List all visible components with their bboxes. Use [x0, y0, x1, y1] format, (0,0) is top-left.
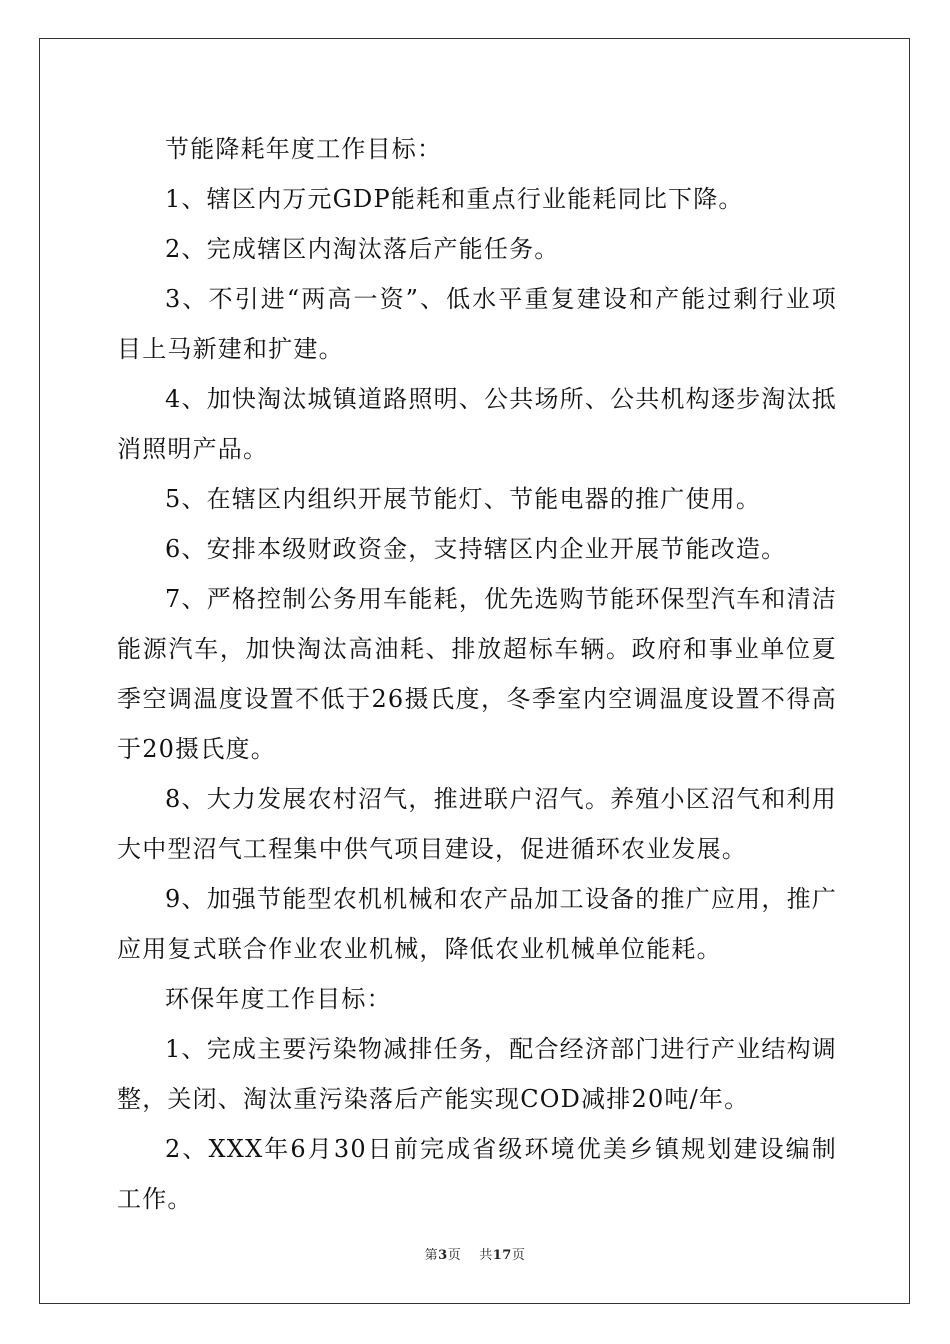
- page-prefix: 第: [424, 1248, 439, 1263]
- total-prefix: 共: [479, 1248, 493, 1263]
- paragraph-item: 8、大力发展农村沼气，推进联户沼气。养殖小区沼气和利用大中型沼气工程集中供气项目建设，促进循环农业发展。: [117, 785, 837, 863]
- paragraph-item: 7、严格控制公务用车能耗，优先选购节能环保型汽车和清洁能源汽车，加快淘汰高油耗、排放超标车辆。政府和事业单位夏季空调温度设置不低于26摄氏度，冬季室内空调温度设置不得高于20摄氏度。: [117, 585, 837, 763]
- paragraph-item: 6、安排本级财政资金，支持辖区内企业开展节能改造。: [165, 535, 787, 563]
- paragraph-item: 1、完成主要污染物减排任务，配合经济部门进行产业结构调整，关闭、淘汰重污染落后产能实现COD减排20吨/年。: [117, 1035, 837, 1113]
- paragraph-item: 4、加快淘汰城镇道路照明、公共场所、公共机构逐步淘汰抵消照明产品。: [117, 385, 837, 463]
- page-suffix: 页: [447, 1248, 462, 1263]
- paragraph-item: 9、加强节能型农机机械和农产品加工设备的推广应用，推广应用复式联合作业农业机械，降低农业机械单位能耗。: [117, 885, 837, 963]
- section-heading-environment: 环保年度工作目标：: [165, 985, 392, 1013]
- document-body: [117, 124, 837, 1224]
- section-heading-energy: 节能降耗年度工作目标：: [165, 135, 443, 163]
- paragraph-item: 2、完成辖区内淘汰落后产能任务。: [165, 235, 560, 263]
- paragraph-item: 2、XXX年6月30日前完成省级环境优美乡镇规划建设编制工作。: [117, 1135, 837, 1213]
- paragraph-item: 3、不引进“两高一资”、低水平重复建设和产能过剩行业项目上马新建和扩建。: [117, 285, 837, 363]
- paragraph-item: 5、在辖区内组织开展节能灯、节能电器的推广使用。: [165, 485, 762, 513]
- total-page-count: 17: [492, 1248, 512, 1263]
- page-footer: [0, 1248, 950, 1264]
- paragraph-item: 1、辖区内万元GDP能耗和重点行业能耗同比下降。: [165, 185, 744, 213]
- current-page-number: 3: [438, 1248, 448, 1263]
- total-suffix: 页: [511, 1248, 526, 1263]
